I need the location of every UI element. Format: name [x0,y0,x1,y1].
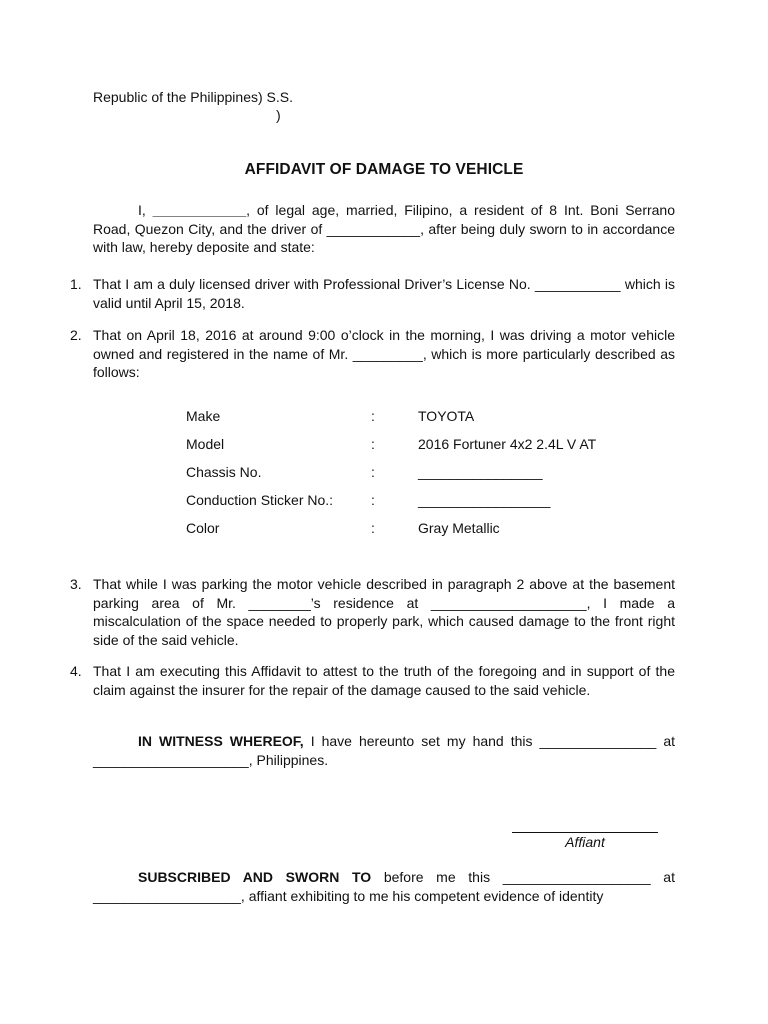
venue-paren: ) [276,107,281,123]
paragraph-3: That while I was parking the motor vehicle described in paragraph 2 above at the basement parking area of Mr. ________’s residence at ____________________, I made a miscalculation of the space needed to properly park, which caused damage to the front right side of the said vehicle. [93,576,675,648]
paragraph-number: 1. [70,276,82,292]
vehicle-label: Conduction Sticker No.: [186,492,334,508]
vehicle-row-chassis [186,463,666,483]
paragraph-number: 3. [70,576,82,592]
vehicle-row-make [186,407,666,427]
witness-paragraph [93,732,675,769]
vehicle-value: 2016 Fortuner 4x2 2.4L V AT [418,436,597,452]
vehicle-row-model [186,435,666,455]
document-title: AFFIDAVIT OF DAMAGE TO VEHICLE [244,161,524,178]
vehicle-value: ________________ [418,464,543,480]
vehicle-value: TOYOTA [418,408,475,424]
affiant-caption: Affiant [565,834,605,850]
venue-line: Republic of the Philippines) S.S. [93,89,293,105]
vehicle-colon: : [371,436,375,452]
vehicle-colon: : [371,464,375,480]
paragraph-number: 4. [70,663,82,679]
vehicle-label: Make [186,408,221,424]
vehicle-label: Model [186,436,225,452]
paragraph-2: That on April 18, 2016 at around 9:00 o’clock in the morning, I was driving a motor vehicle owned and registered in the name of Mr. _________, which is more particularly described as follows: [93,327,675,380]
vehicle-colon: : [371,520,375,536]
vehicle-label: Chassis No. [186,464,262,480]
jurat-lead: SUBSCRIBED AND SWORN TO [138,869,372,885]
vehicle-colon: : [371,408,375,424]
vehicle-value: Gray Metallic [418,520,500,536]
intro-text: , of legal age, married, Filipino, a resident of 8 Int. Boni Serrano Road, Quezon City, and the driver of ____________, after being duly sworn to in accordance with law, hereby deposite and state: [93,202,675,255]
vehicle-colon: : [371,492,375,508]
paragraph-1: That I am a duly licensed driver with Professional Driver’s License No. ___________ which is valid until April 15, 2018. [93,276,675,311]
intro-name-blank: ____________ [152,202,247,218]
intro-paragraph [93,201,675,257]
jurat-text: before me this ___________________ at ___________________, affiant exhibiting to me his competent evidence of identity [93,869,675,904]
vehicle-value: _________________ [418,492,551,508]
jurat-paragraph [93,868,675,905]
vehicle-label: Color [186,520,220,536]
intro-prefix: I, [138,202,153,218]
paragraph-number: 2. [70,327,82,343]
vehicle-row-conduction-sticker [186,491,666,511]
witness-lead: IN WITNESS WHEREOF, [138,733,304,749]
paragraph-4: That I am executing this Affidavit to attest to the truth of the foregoing and in support of the claim against the insurer for the repair of the damage caused to the said vehicle. [93,663,675,698]
witness-text: I have hereunto set my hand this _______________ at ____________________, Philippines. [93,733,675,768]
vehicle-row-color [186,519,666,539]
